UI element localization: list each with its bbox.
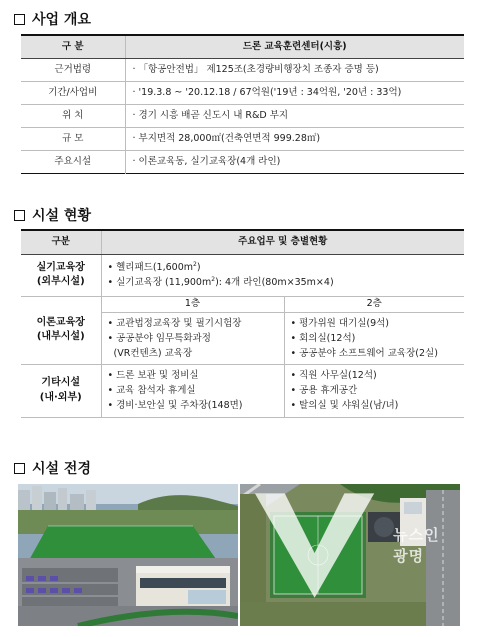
table-row-practice bbox=[21, 254, 464, 296]
header-label: 구분 bbox=[21, 230, 101, 254]
status-table bbox=[21, 229, 464, 418]
table-header-row bbox=[21, 230, 464, 254]
list-item: • 공공분야 소프트웨어 교육장(2실) bbox=[290, 347, 438, 359]
row-label: 기간/사업비 bbox=[21, 81, 125, 104]
other-floor2 bbox=[284, 365, 464, 418]
list-item: • 교육 참석자 휴게실 bbox=[107, 385, 196, 397]
row-label: 주요시설 bbox=[21, 150, 125, 173]
floor-1-header: 1층 bbox=[101, 296, 284, 312]
row-value: · 부지면적 28,000㎡(건축연면적 999.28㎡) bbox=[125, 127, 464, 150]
list-item: • 탈의실 및 샤워실(남/녀) bbox=[290, 400, 399, 412]
table-row bbox=[21, 127, 464, 150]
list-item: • 실기교육장 $(11,900m^2)$: 4개 라인(80m×35m×4) bbox=[107, 276, 334, 289]
list-item: • 회의실(12석) bbox=[290, 332, 356, 344]
row-label: 근거법령 bbox=[21, 58, 125, 81]
row-label: 위 치 bbox=[21, 104, 125, 127]
row-label-other: 기타시설 (내·외부) bbox=[21, 365, 101, 418]
row-label-theory: 이론교육장 (내부시설) bbox=[21, 296, 101, 365]
list-item: • 평가위원 대기실(9석) bbox=[290, 317, 390, 329]
header-label: 구 분 bbox=[21, 35, 125, 58]
watermark: 뉴스인 광명 bbox=[240, 484, 452, 620]
header-value: 주요업무 및 층별현황 bbox=[101, 230, 464, 254]
table-row-floors bbox=[21, 296, 464, 312]
list-item: • 헬리패드$(1,600m^2)$ bbox=[107, 260, 201, 273]
table-row bbox=[21, 58, 464, 81]
section-title-status: 시설 현황 bbox=[14, 205, 91, 225]
list-item: • 공공분야 임무특화과정 bbox=[107, 332, 211, 344]
list-item: • 직원 사무실(12석) bbox=[290, 370, 377, 382]
section-title-overview: 사업 개요 bbox=[14, 9, 91, 29]
section-title-view: 시설 전경 bbox=[14, 458, 91, 478]
list-item: • 공용 휴게공간 bbox=[290, 385, 358, 397]
table-row bbox=[21, 104, 464, 127]
row-label: 규 모 bbox=[21, 127, 125, 150]
list-item: (VR컨텐츠) 교육장 bbox=[107, 347, 193, 359]
practice-items bbox=[101, 254, 464, 296]
header-value: 드론 교육훈련센터(시흥) bbox=[125, 35, 464, 58]
other-floor1 bbox=[101, 365, 284, 418]
table-header-row bbox=[21, 35, 464, 58]
theory-floor1 bbox=[101, 312, 284, 365]
table-row-other bbox=[21, 365, 464, 418]
checkbox-square-icon bbox=[14, 14, 25, 25]
list-item: • 드론 보관 및 정비실 bbox=[107, 370, 199, 382]
row-value: · '19.3.8 ~ '20.12.18 / 67억원('19년 : 34억원, '20년 : 33억) bbox=[125, 81, 464, 104]
checkbox-square-icon bbox=[14, 463, 25, 474]
row-value: · 경기 시흥 배곧 신도시 내 R&D 부지 bbox=[125, 104, 464, 127]
row-label-practice: 실기교육장 (외부시설) bbox=[21, 254, 101, 296]
table-row bbox=[21, 150, 464, 173]
facility-photo-left bbox=[18, 484, 238, 626]
floor-2-header: 2층 bbox=[284, 296, 464, 312]
row-value: · 「항공안전법」 제125조(초경량비행장치 조종자 증명 등) bbox=[125, 58, 464, 81]
row-value: · 이론교육동, 실기교육장(4개 라인) bbox=[132, 155, 281, 167]
table-row bbox=[21, 81, 464, 104]
list-item: • 교관법정교육장 및 필기시험장 bbox=[107, 317, 242, 329]
checkbox-square-icon bbox=[14, 210, 25, 221]
facility-photo-right bbox=[240, 484, 460, 626]
theory-floor2 bbox=[284, 312, 464, 365]
overview-table bbox=[21, 34, 464, 174]
list-item: • 경비·보안실 및 주차장(148면) bbox=[107, 400, 243, 412]
watermark-logo-icon bbox=[240, 484, 389, 620]
